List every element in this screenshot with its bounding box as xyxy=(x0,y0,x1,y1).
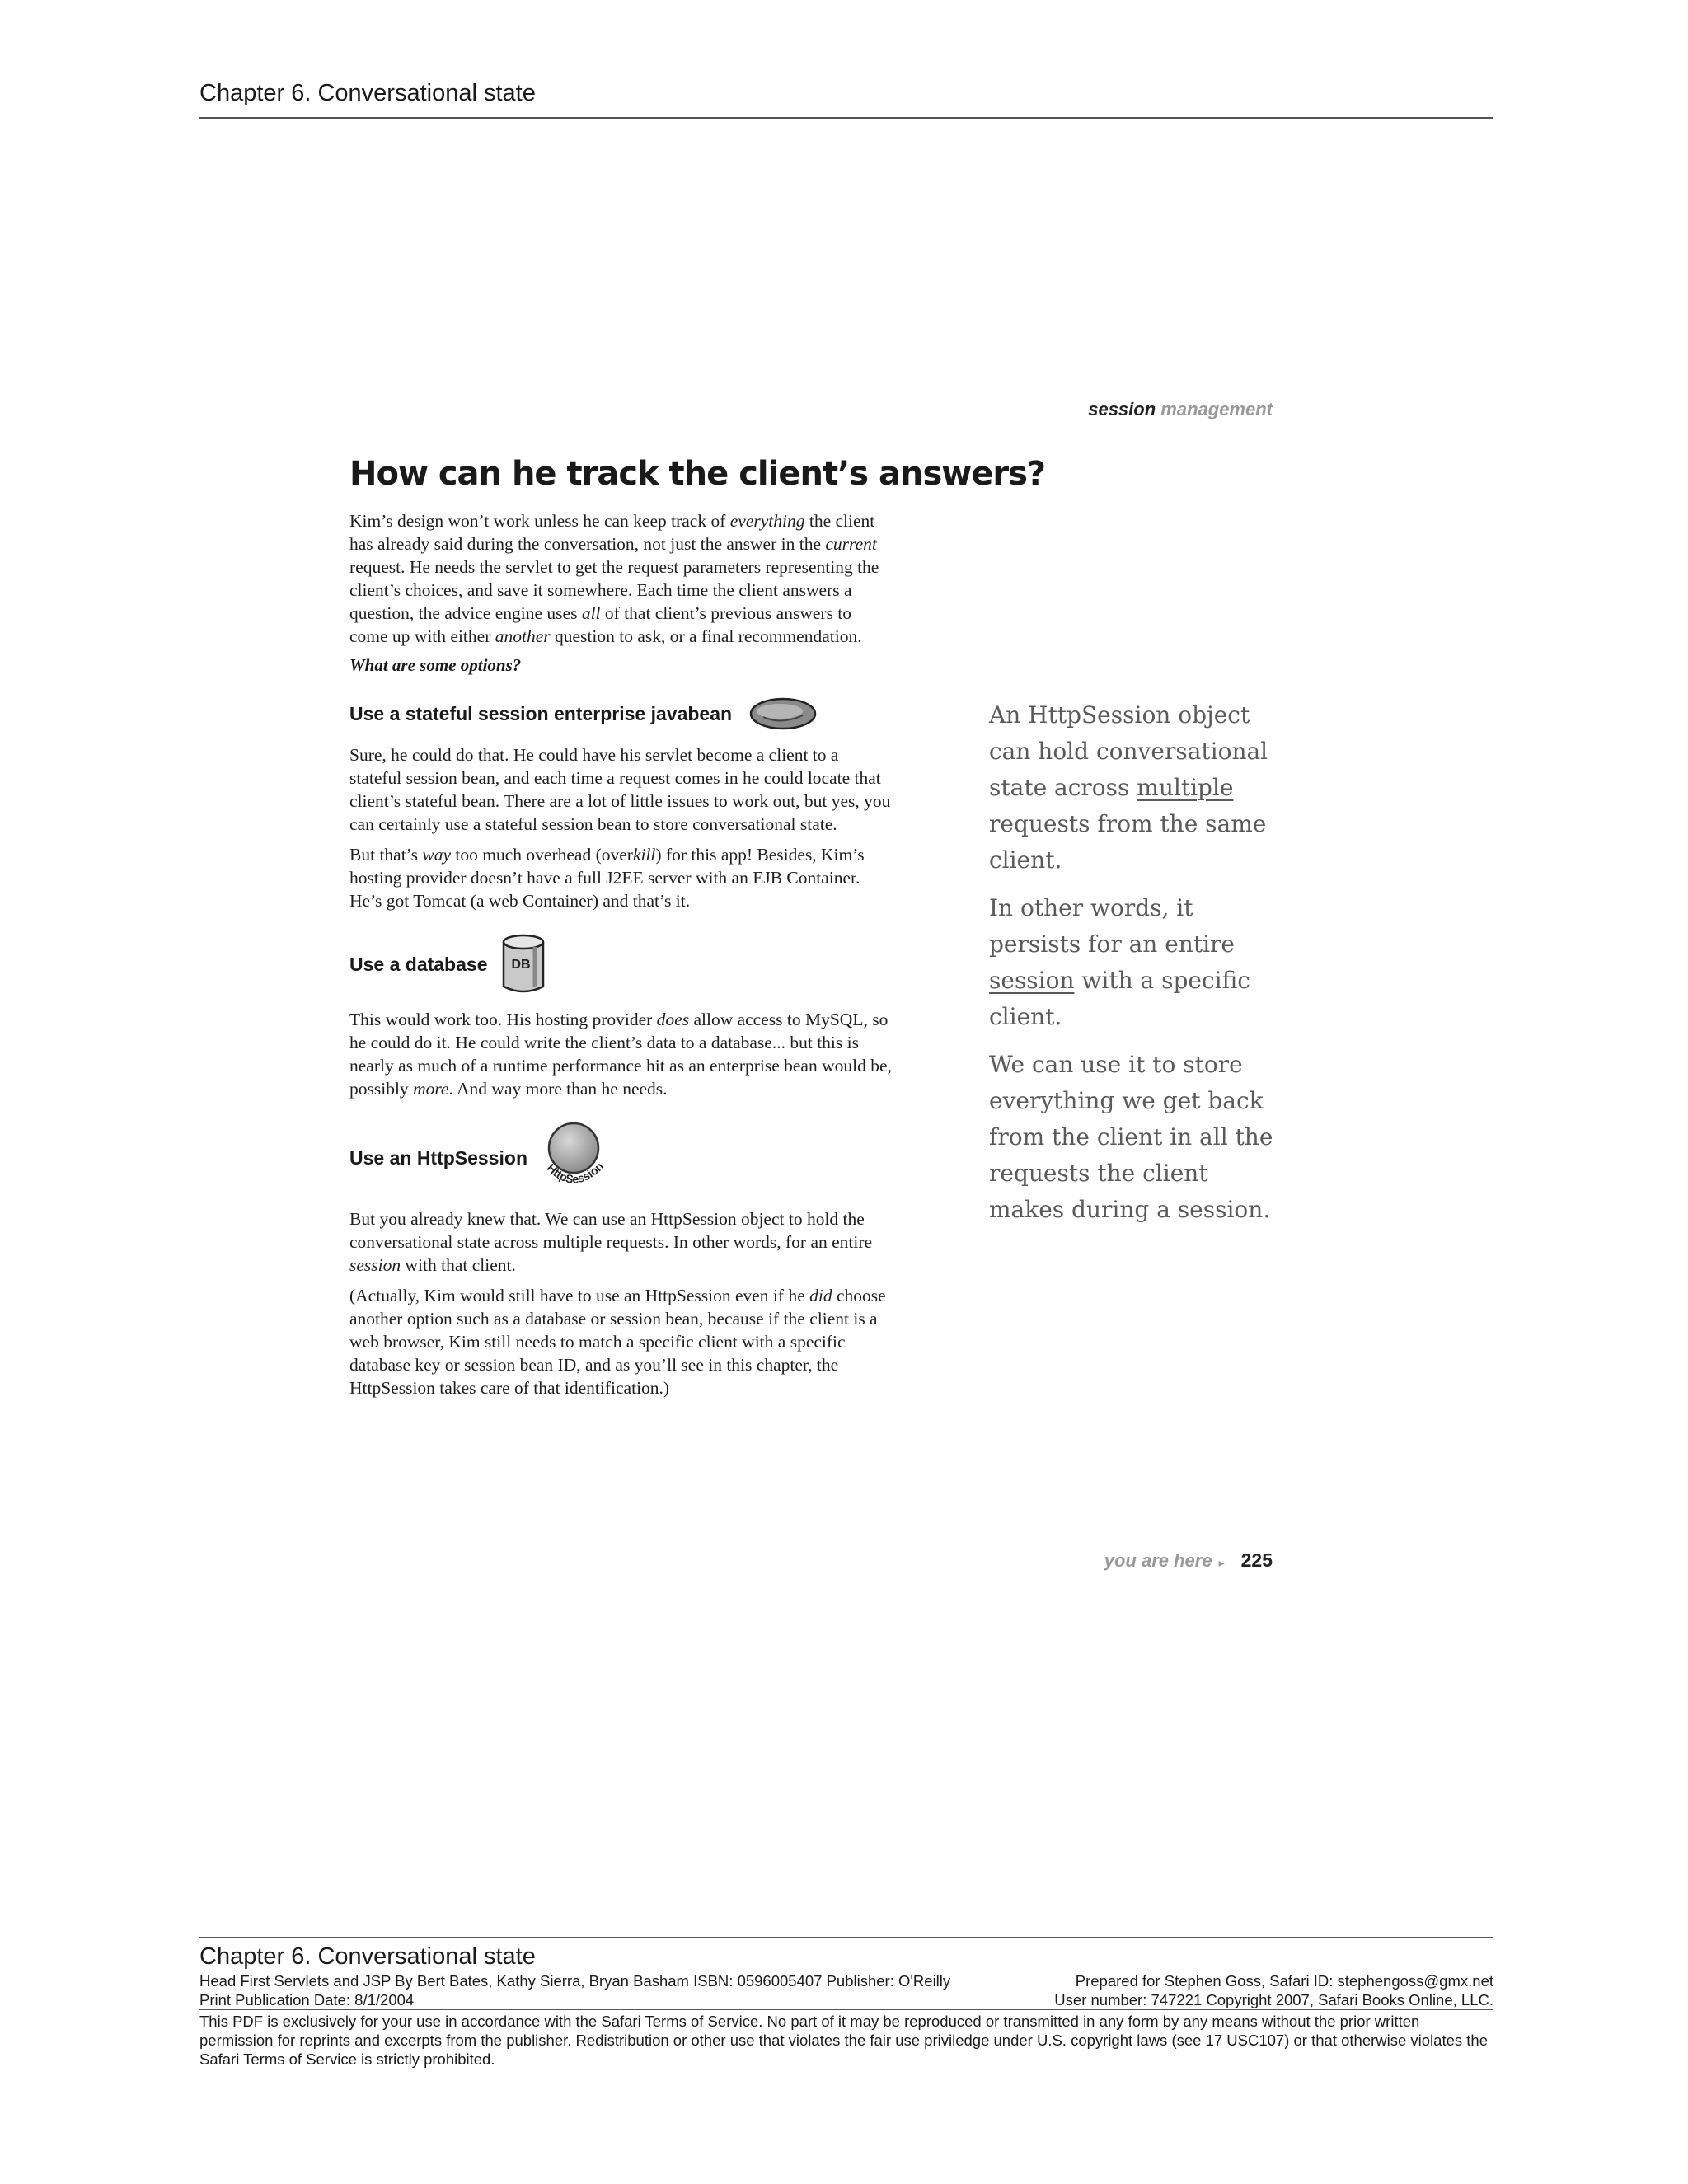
emphasis: all xyxy=(581,603,601,623)
footer-row-1 xyxy=(199,1971,1493,1990)
text-run: But you already knew that. We can use an HttpSession object to hold the conversational state across multiple requests. In other words, for an entire xyxy=(349,1209,873,1252)
emphasis: current xyxy=(825,534,877,554)
emphasis: session xyxy=(349,1255,401,1275)
prepared-for: Prepared for Stephen Goss, Safari ID: stephengoss@gmx.net xyxy=(1075,1972,1493,1990)
text-run: requests from the same client. xyxy=(989,810,1267,874)
httpsession-icon-label: HttpSession xyxy=(544,1159,607,1186)
option3-paragraph-1 xyxy=(349,1207,893,1277)
option1-paragraph-1: Sure, he could do that. He could have his servlet become a client to a stateful session bean, and each time a request comes in he could locate that client’s stateful bean. There are a lot of little issues to work out, but yes, you can certainly use a stateful session bean to store conversational state. xyxy=(349,745,891,834)
underlined-word: multiple xyxy=(1137,774,1234,801)
emphasis: way xyxy=(422,845,452,865)
option1-paragraph-2 xyxy=(349,843,893,912)
text-run: the client has already said during the conversation, not just the answer in the xyxy=(349,511,875,554)
option-heading-label: Use a database xyxy=(349,953,488,975)
text-run: Kim’s design won’t work unless he can keep track of xyxy=(349,511,730,531)
page-heading: How can he track the client’s answers? xyxy=(349,455,1046,493)
page-number-area xyxy=(989,1549,1273,1572)
text-run: allow access to MySQL, so he could do it. He could write the client’s data to a database... but this is nearly as much of a runtime performance hit as an enterprise bean would be, possibly xyxy=(349,1010,892,1099)
chapter-title: Chapter 6. Conversational state xyxy=(199,80,536,106)
option3-paragraph-2 xyxy=(349,1284,893,1399)
main-column xyxy=(349,455,1046,1407)
option-heading-stateful-bean xyxy=(349,696,893,732)
publication-date: Print Publication Date: 8/1/2004 xyxy=(199,1991,415,2008)
text-run: An HttpSession object can hold conversational state across xyxy=(989,701,1268,801)
arrow-icon: ▸ xyxy=(1218,1556,1225,1569)
text-run: (Actually, Kim would still have to use an HttpSession even if he xyxy=(349,1286,810,1305)
text-run: In other words, it persists for an entire xyxy=(989,894,1235,958)
page-number: 225 xyxy=(1240,1549,1273,1571)
page-header xyxy=(199,78,1493,119)
text-run: ) for this app! Besides, Kim’s hosting provider doesn’t have a full J2EE server with an EJB Container. He’s got Tomcat (a web Container) and that’s it. xyxy=(349,845,865,911)
page-footer xyxy=(199,1937,1493,2069)
options-question: What are some options? xyxy=(349,655,522,675)
option-heading-httpsession xyxy=(349,1120,893,1196)
running-head-light: management xyxy=(1160,399,1273,419)
option-heading-label: Use a stateful session enterprise javabean xyxy=(349,702,733,724)
bean-icon xyxy=(748,696,818,732)
text-run: with a specific client. xyxy=(989,967,1250,1030)
emphasis: does xyxy=(656,1010,690,1029)
httpsession-icon xyxy=(539,1120,608,1196)
emphasis: kill xyxy=(632,845,656,865)
footer-divider xyxy=(199,1937,1493,1938)
note-paragraph-1 xyxy=(989,697,1286,879)
book-info: Head First Servlets and JSP By Bert Bates, Kathy Sierra, Bryan Basham ISBN: 0596005407 Publisher: O'Reilly xyxy=(199,1972,951,1990)
text-run: But that’s xyxy=(349,845,423,865)
emphasis: more xyxy=(413,1079,449,1099)
text-run: request. He needs the servlet to get the request parameters representing the client’s choices, and save it somewhere. Each time the client answers a question, the advice engine uses xyxy=(349,557,879,623)
database-icon-label: DB xyxy=(511,958,532,972)
note-paragraph-2 xyxy=(989,890,1286,1035)
underlined-word: session xyxy=(989,967,1075,994)
intro-paragraph xyxy=(349,509,893,648)
note-paragraph-3: We can use it to store everything we get back from the client in all the requests the client makes during a session. xyxy=(989,1051,1273,1223)
text-run: question to ask, or a final recommendation. xyxy=(550,626,862,646)
text-run: . And way more than he needs. xyxy=(448,1079,668,1099)
running-head xyxy=(907,399,1273,420)
emphasis: did xyxy=(809,1286,832,1305)
legal-notice: This PDF is exclusively for your use in accordance with the Safari Terms of Service. No part of it may be reproduced or transmitted in any form by any means without the prior written permission for reprints and excerpts from the publisher. Redistribution or other use that violates the fair use priviledge under U.S. copyright laws (see 17 USC107) or that otherwise violates the Safari Terms of Service is strictly prohibited. xyxy=(199,2013,1488,2068)
option2-paragraph xyxy=(349,1008,893,1100)
text-run: choose another option such as a database or session bean, because if the client is a web browser, Kim still needs to match a specific client with a specific database key or session bean ID, and as you’ll see in this chapter, the HttpSession takes care of that identification.) xyxy=(349,1286,886,1398)
text-run: This would work too. His hosting provider xyxy=(349,1010,657,1029)
text-run: of that client’s previous answers to come up with either xyxy=(349,603,852,646)
option-heading-label: Use an HttpSession xyxy=(349,1146,528,1169)
option-heading-database xyxy=(349,932,893,996)
user-number: User number: 747221 Copyright 2007, Safari Books Online, LLC. xyxy=(1054,1991,1493,2008)
footer-row-2 xyxy=(199,1990,1493,2010)
margin-note xyxy=(989,697,1286,1240)
you-are-here-label: you are here xyxy=(1104,1550,1212,1571)
emphasis: another xyxy=(495,626,551,646)
text-run: too much overhead (over xyxy=(451,845,633,865)
footer-chapter-title: Chapter 6. Conversational state xyxy=(199,1943,536,1970)
database-icon xyxy=(499,932,548,996)
emphasis: everything xyxy=(729,511,805,531)
running-head-bold: session xyxy=(1088,399,1156,419)
text-run: with that client. xyxy=(401,1255,516,1275)
